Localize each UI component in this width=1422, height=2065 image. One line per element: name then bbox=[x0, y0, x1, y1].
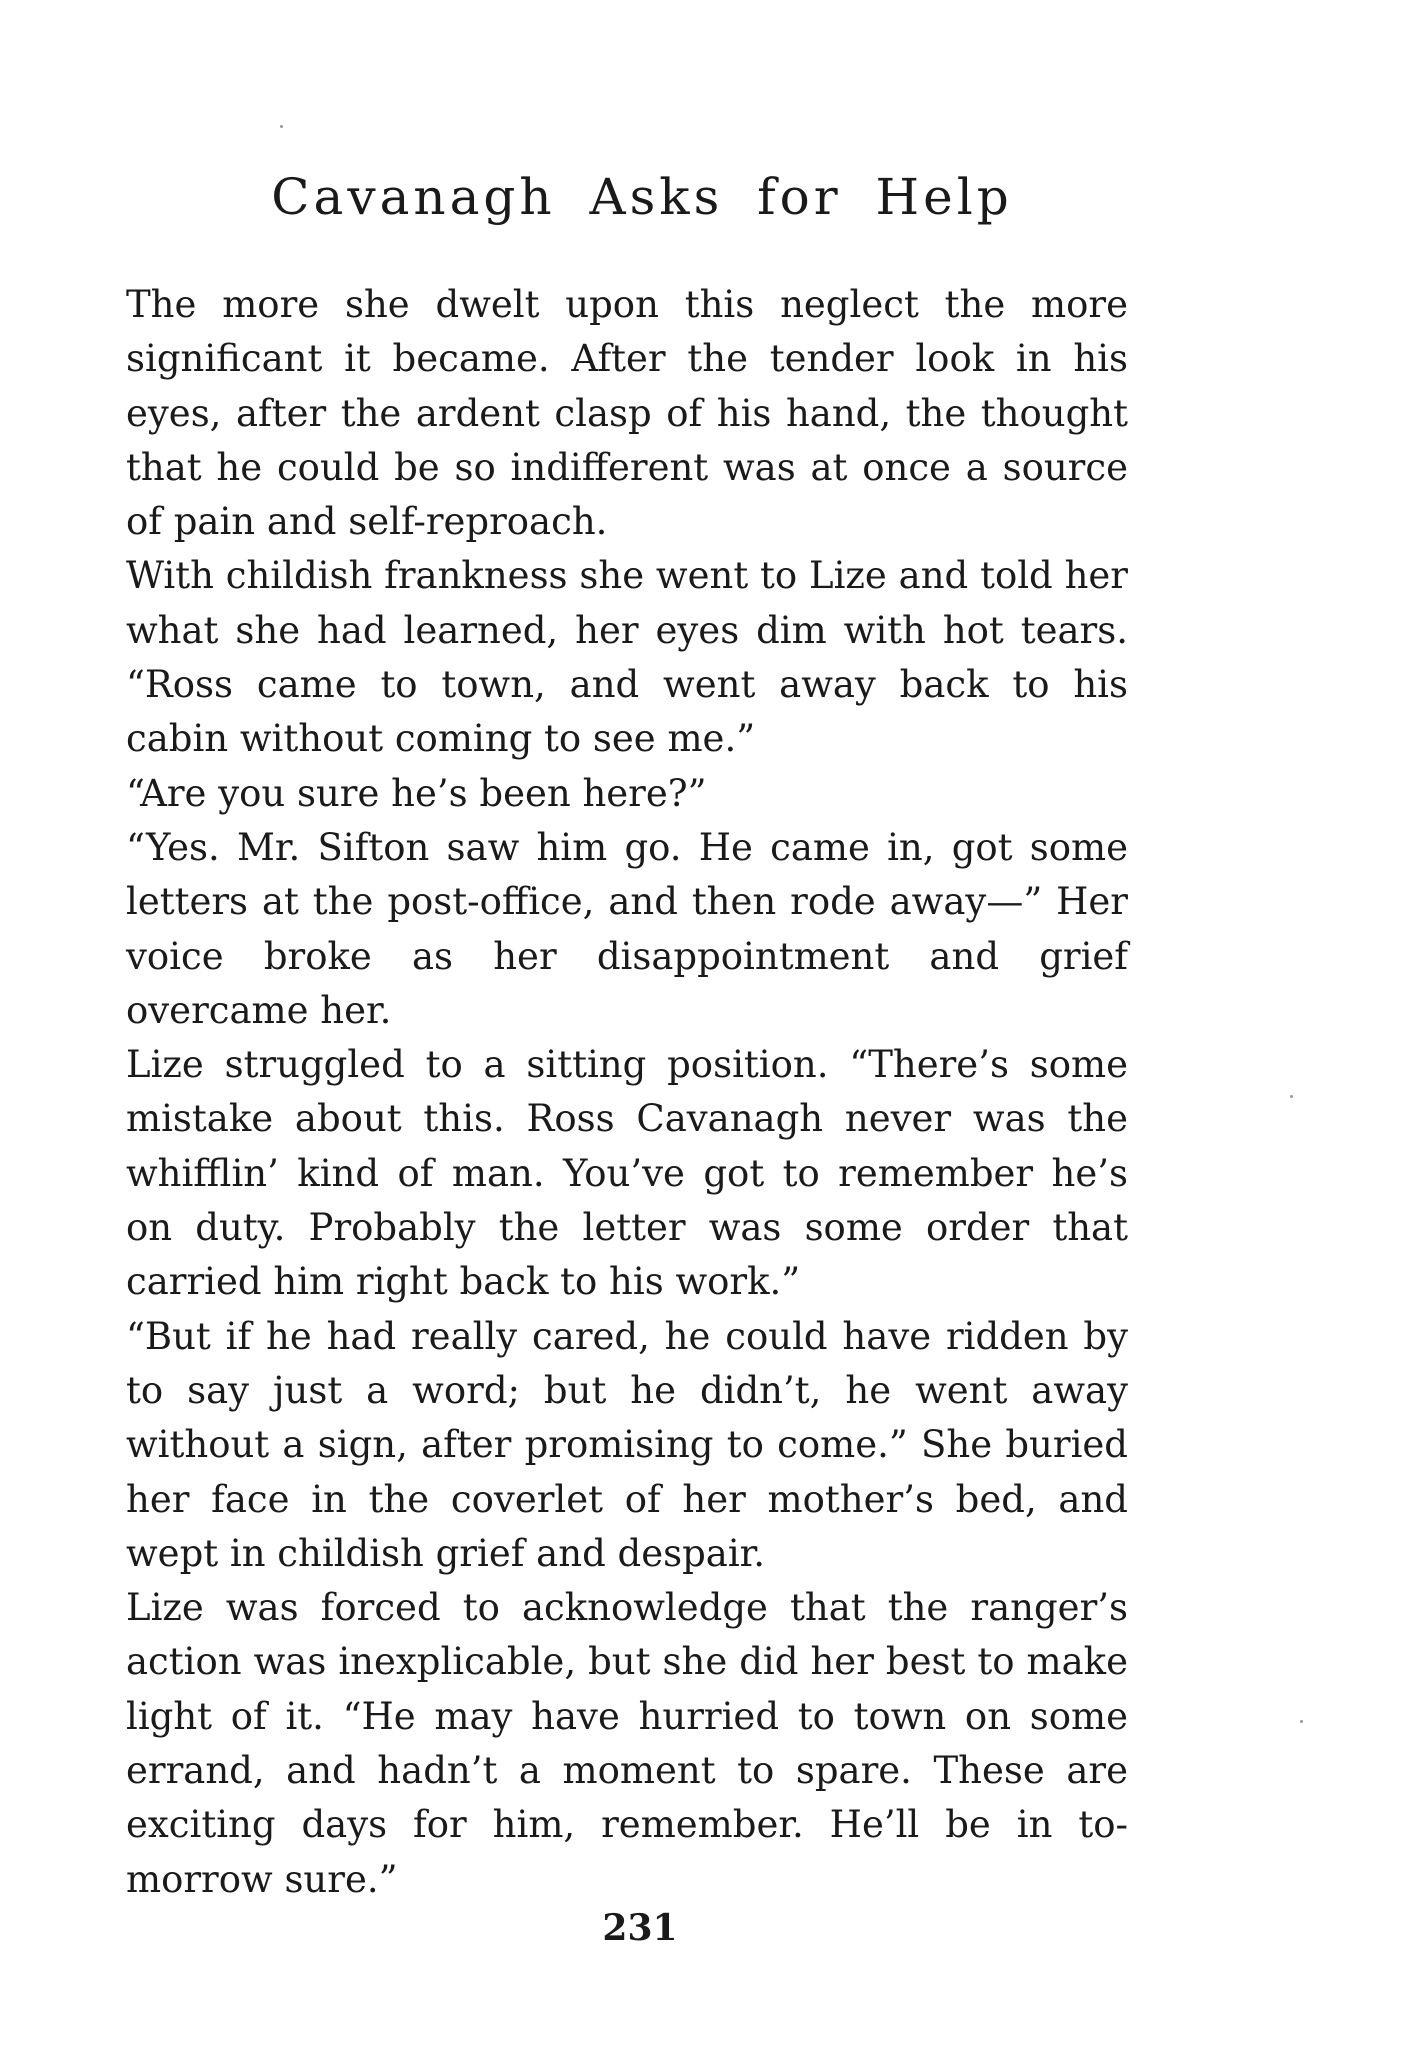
page-number: 231 bbox=[602, 1907, 678, 1949]
paragraph-3: “Are you sure he’s been here?” bbox=[126, 771, 707, 815]
body-text bbox=[126, 278, 1128, 1907]
paper-speck bbox=[1300, 1720, 1303, 1723]
paper-speck bbox=[1290, 1095, 1293, 1098]
running-title: Cavanagh Asks for Help bbox=[271, 168, 1013, 226]
paragraph-7: Lize was forced to acknowledge that the ranger’s action was inexplicable, but she did her best to make light of it. “He may have hurried to town on some errand, and hadn’t a moment to spare. These are exciting days for him, remember. He’ll be in to-morrow sure.” bbox=[126, 1586, 1128, 1901]
paper-speck bbox=[280, 125, 283, 128]
paragraph-6: “But if he had really cared, he could have ridden by to say just a word; but he didn’t, he went away without a sign, after promising to come.” She buried her face in the coverlet of her mother’s bed, and wept in childish grief and despair. bbox=[126, 1314, 1128, 1575]
paragraph-5: Lize struggled to a sitting position. “There’s some mistake about this. Ross Cavanagh never was the whifflin’ kind of man. You’ve got to remember he’s on duty. Probably the letter was some order that carried him right back to his work.” bbox=[126, 1043, 1128, 1304]
paragraph-2: With childish frankness she went to Lize and told her what she had learned, her eyes dim with hot tears. “Ross came to town, and went away back to his cabin without coming to see me.” bbox=[126, 554, 1128, 761]
paragraph-1: The more she dwelt upon this neglect the more significant it became. After the tender look in his eyes, after the ardent clasp of his hand, the thought that he could be so indifferent was at once a source of pain and self-reproach. bbox=[126, 283, 1128, 544]
paragraph-4: “Yes. Mr. Sifton saw him go. He came in, got some letters at the post-office, and then rode away—” Her voice broke as her disappointment and grief overcame her. bbox=[126, 825, 1128, 1032]
